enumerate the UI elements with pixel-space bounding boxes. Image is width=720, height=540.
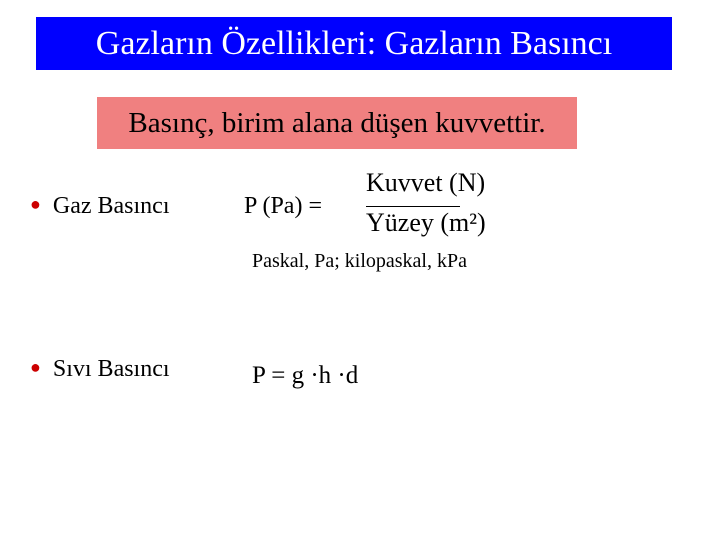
bullet-dot-icon: ● bbox=[30, 357, 41, 377]
definition-text: Basınç, birim alana düşen kuvvettir. bbox=[128, 106, 546, 139]
slide-title: Gazların Özellikleri: Gazların Basıncı bbox=[95, 24, 613, 62]
bullet-liquid-pressure bbox=[30, 356, 170, 383]
gas-formula-lhs: P (Pa) = bbox=[244, 193, 322, 219]
bullet-gas-pressure bbox=[30, 193, 170, 220]
title-bar bbox=[36, 17, 672, 70]
gas-formula-numerator: Kuvvet (N) bbox=[366, 168, 486, 197]
bullet-dot-icon: ● bbox=[30, 194, 41, 214]
fraction-line bbox=[366, 206, 460, 207]
liquid-pressure-formula: P = g ·h ·d bbox=[252, 362, 359, 389]
definition-box bbox=[97, 97, 577, 149]
gas-formula-denominator: Yüzey (m²) bbox=[366, 208, 486, 237]
units-note: Paskal, Pa; kilopaskal, kPa bbox=[252, 250, 467, 272]
bullet-liquid-label: Sıvı Basıncı bbox=[52, 356, 170, 382]
bullet-gas-label: Gaz Basıncı bbox=[52, 193, 170, 219]
